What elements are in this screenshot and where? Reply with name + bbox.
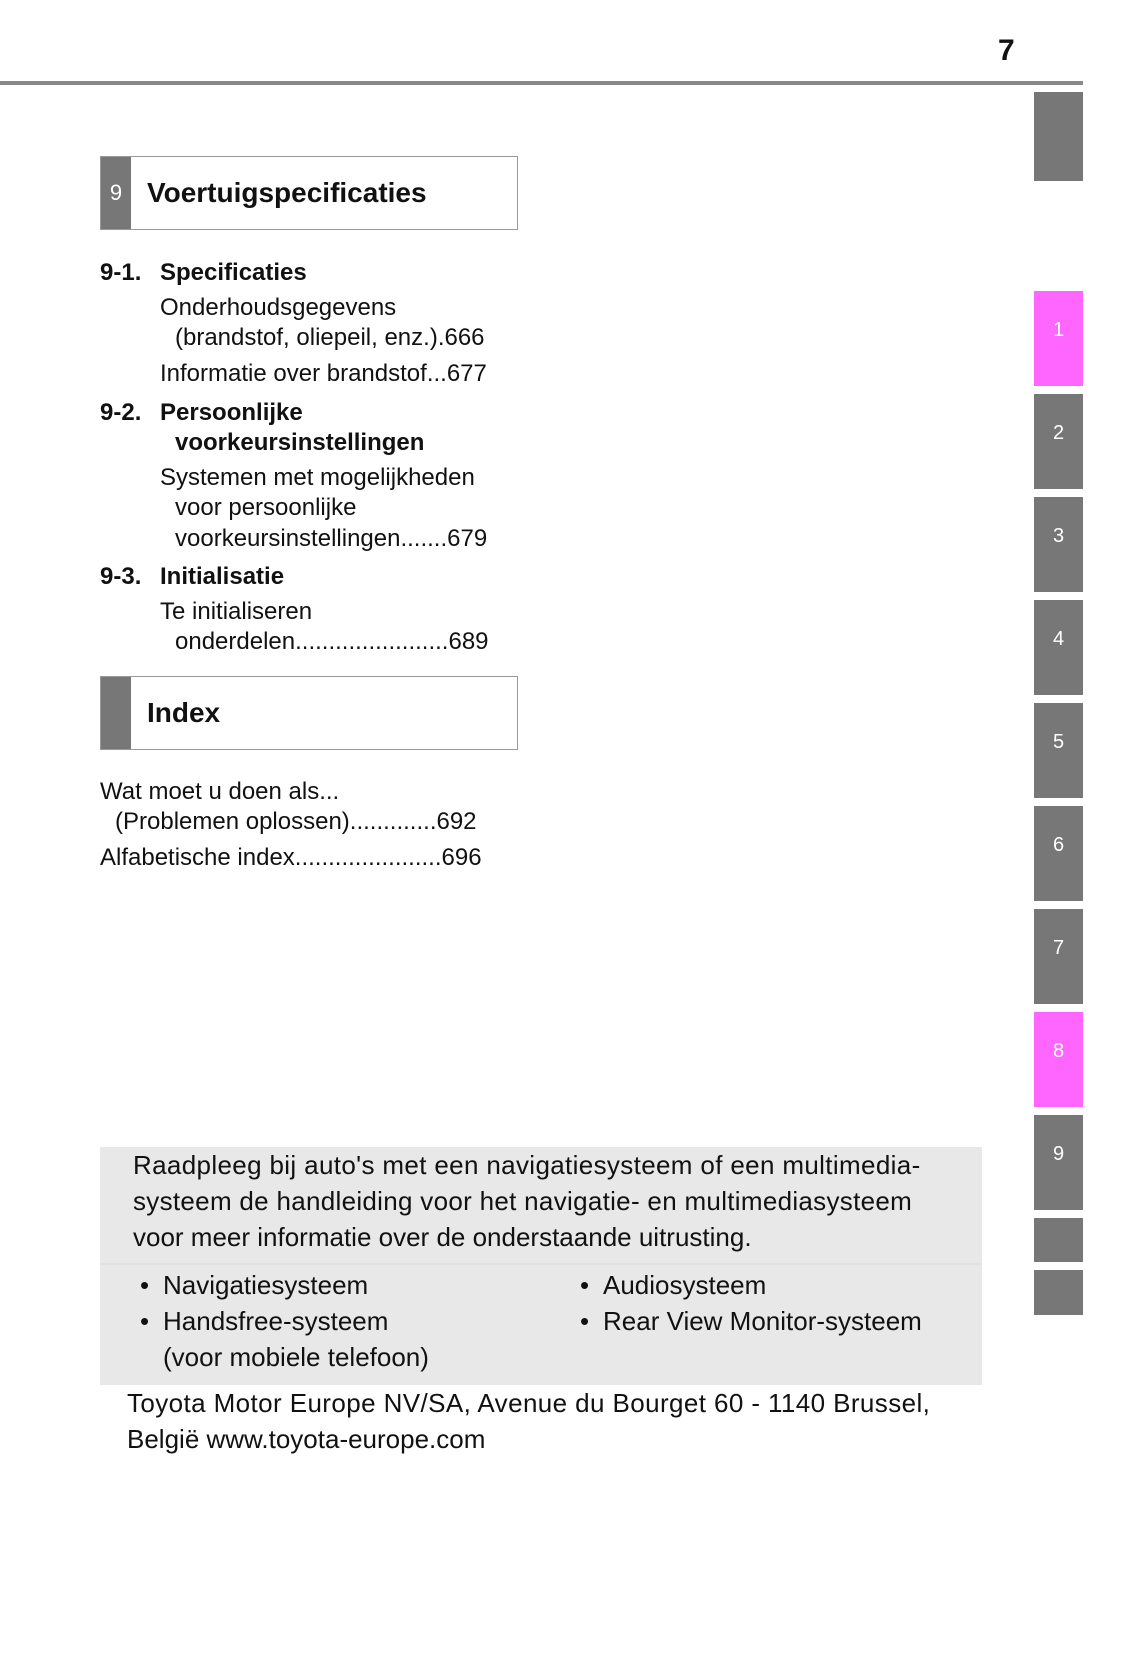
toc-entry-text: onderdelen <box>175 628 296 655</box>
tab-4[interactable] <box>1034 600 1083 695</box>
tab-label: 9 <box>1052 1143 1065 1165</box>
section-number: 9-2. <box>100 399 142 426</box>
tab-blank-1[interactable] <box>1034 1218 1083 1262</box>
note-divider <box>100 1263 982 1265</box>
tab-label: 4 <box>1052 628 1065 650</box>
footer-text: Toyota Motor Europe NV/SA, Avenue du Bourget 60 - 1140 Brussel, <box>127 1388 931 1418</box>
toc-entry-text: (Problemen oplossen) <box>115 808 350 835</box>
page-ref: .......................689 <box>295 628 489 655</box>
header-rule <box>0 81 1083 85</box>
footer-text: België www.toyota-europe.com <box>127 1424 486 1454</box>
section-title: voorkeursinstellingen <box>175 429 425 456</box>
page-ref: .......679 <box>400 525 488 552</box>
bullet-item: Navigatiesysteem <box>163 1270 369 1300</box>
chapter-9-header <box>100 156 518 230</box>
toc-entry[interactable] <box>175 324 485 352</box>
tab-label: 2 <box>1052 422 1065 444</box>
bullet-icon: • <box>580 1270 590 1300</box>
toc-entry-text: voorkeursinstellingen <box>175 525 401 552</box>
index-header <box>100 676 518 750</box>
chapter-title: Voertuigspecificaties <box>147 177 427 208</box>
bullet-icon: • <box>140 1306 150 1336</box>
tab-label: 1 <box>1052 319 1065 341</box>
tab-label: 6 <box>1052 834 1065 856</box>
page-ref: .............692 <box>349 808 477 835</box>
toc-entry[interactable] <box>100 844 482 872</box>
note-text: voor meer informatie over de onderstaande uitrusting. <box>133 1222 752 1252</box>
toc-entry-text: Informatie over brandstof <box>160 360 427 387</box>
toc-entry-text[interactable]: Te initialiseren <box>160 598 313 625</box>
tab-2[interactable] <box>1034 394 1083 489</box>
note-text: systeem de handleiding voor het navigatie- en multimediasysteem <box>133 1186 913 1216</box>
page-ref: .666 <box>437 324 485 351</box>
tab-7[interactable] <box>1034 909 1083 1004</box>
tab-label: 3 <box>1052 525 1065 547</box>
tab-5[interactable] <box>1034 703 1083 798</box>
toc-entry[interactable] <box>175 525 487 553</box>
bullet-icon: • <box>580 1306 590 1336</box>
page-ref: ...677 <box>426 360 487 387</box>
bullet-item: Audiosysteem <box>603 1270 767 1300</box>
tab-1[interactable] <box>1034 291 1083 386</box>
toc-entry-text[interactable]: Wat moet u doen als... <box>100 778 340 805</box>
toc-entry-text[interactable]: Systemen met mogelijkheden <box>160 464 475 491</box>
toc-entry[interactable] <box>160 360 487 388</box>
tab-label: 7 <box>1052 937 1065 959</box>
section-title: Specificaties <box>160 259 307 286</box>
tab-blank-top[interactable] <box>1034 92 1083 181</box>
section-title: Persoonlijke <box>160 399 303 426</box>
section-number: 9-1. <box>100 259 142 286</box>
tab-6[interactable] <box>1034 806 1083 901</box>
tab-label: 5 <box>1052 731 1065 753</box>
page-number: 7 <box>998 34 1015 67</box>
bullet-item: (voor mobiele telefoon) <box>163 1342 429 1372</box>
toc-entry[interactable] <box>175 628 489 656</box>
index-title: Index <box>147 697 221 728</box>
toc-entry-text[interactable]: voor persoonlijke <box>175 494 357 521</box>
tab-9[interactable] <box>1034 1115 1083 1210</box>
section-title: Initialisatie <box>160 563 285 590</box>
bullet-item: Handsfree-systeem <box>163 1306 389 1336</box>
tab-blank-2[interactable] <box>1034 1270 1083 1315</box>
toc-entry-text: Alfabetische index <box>100 844 295 871</box>
tab-label: 8 <box>1052 1040 1065 1062</box>
toc-entry-text[interactable]: Onderhoudsgegevens <box>160 294 397 321</box>
bullet-icon: • <box>140 1270 150 1300</box>
index-marker <box>101 677 131 749</box>
note-text: Raadpleeg bij auto's met een navigatiesysteem of een multimedia- <box>133 1150 921 1180</box>
toc-entry[interactable] <box>115 808 477 836</box>
section-number: 9-3. <box>100 563 142 590</box>
tab-3[interactable] <box>1034 497 1083 592</box>
tab-8[interactable] <box>1034 1012 1083 1107</box>
bullet-item: Rear View Monitor-systeem <box>603 1306 922 1336</box>
chapter-number: 9 <box>101 157 131 229</box>
toc-entry-text: (brandstof, oliepeil, enz.) <box>175 324 438 351</box>
page-ref: ......................696 <box>294 844 482 871</box>
